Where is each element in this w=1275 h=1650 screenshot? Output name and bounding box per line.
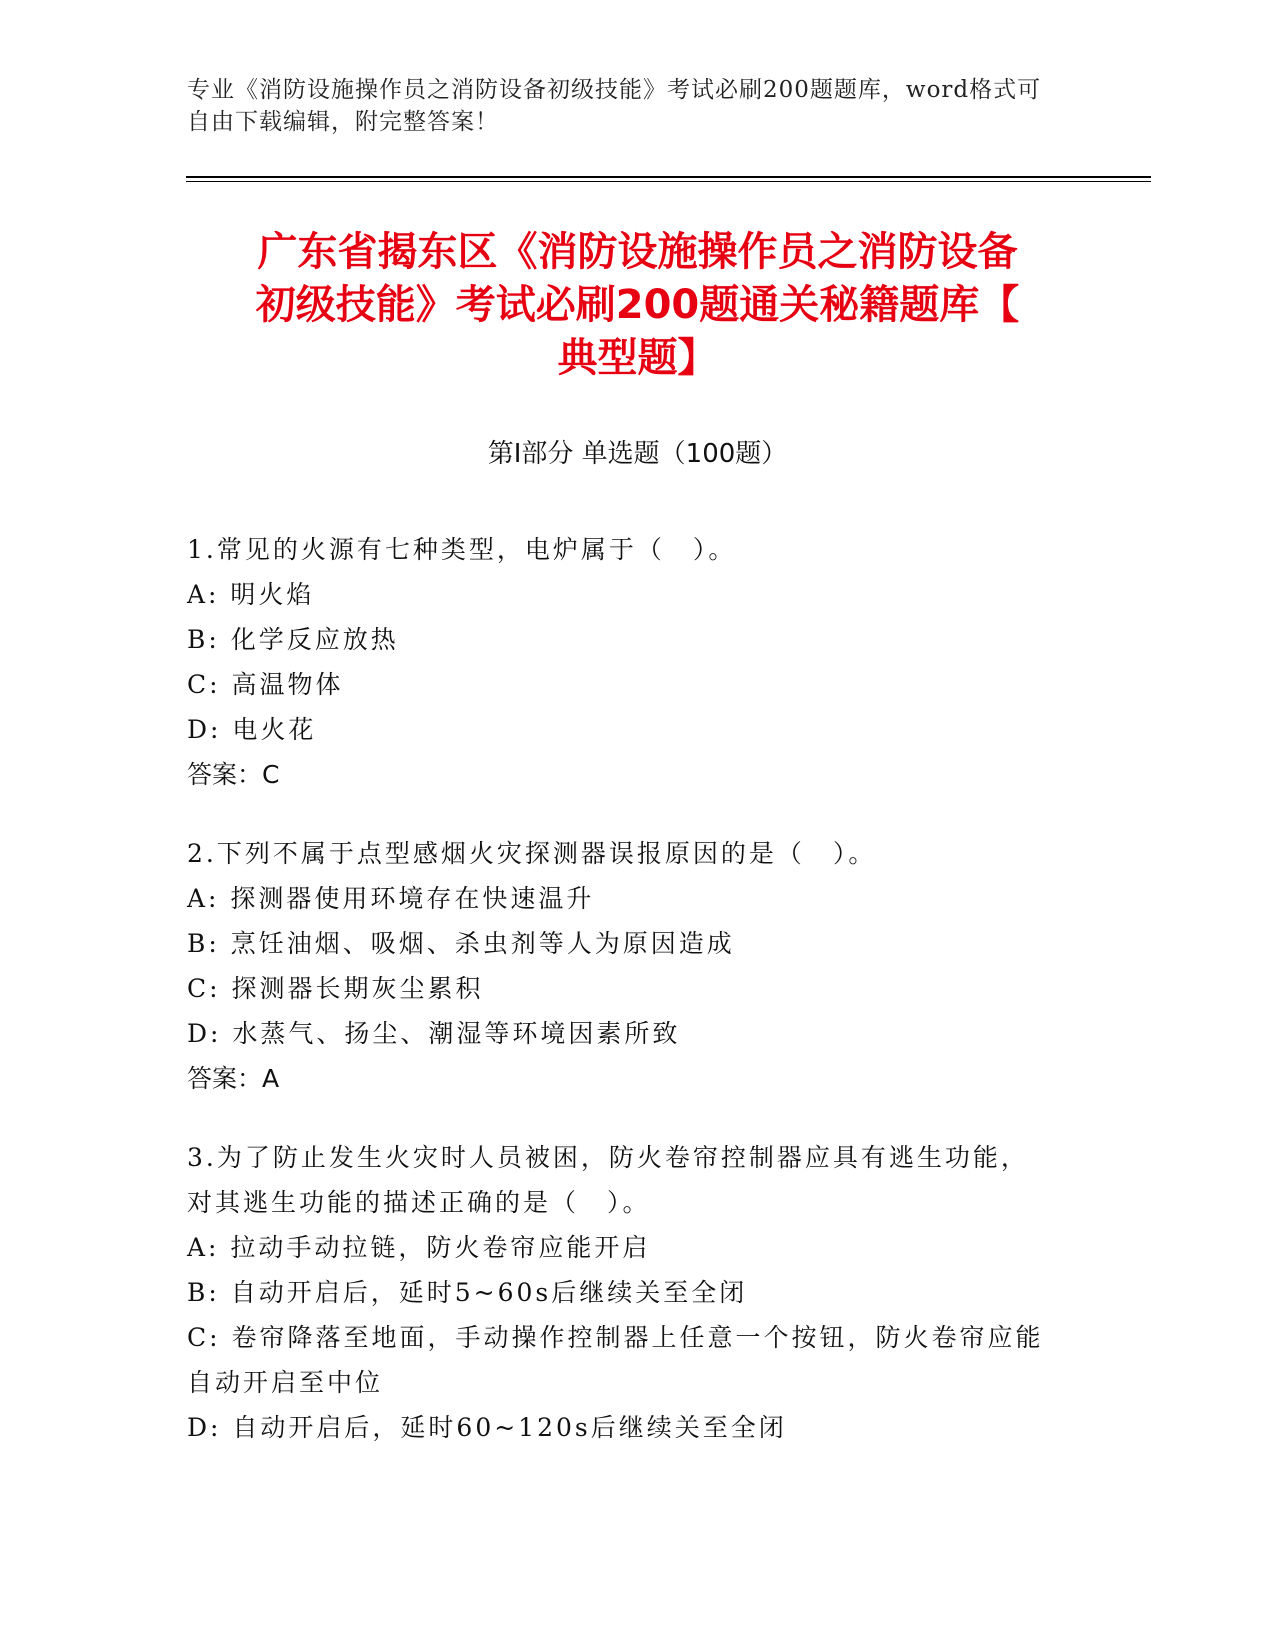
option-c xyxy=(187,1315,1087,1405)
question-stem xyxy=(187,1135,1087,1225)
section-heading: 第Ⅰ部分 单选题（100题） xyxy=(487,439,788,469)
option-c-text: C: 卷帘降落至地面，手动操作控制器上任意一个按钮，防火卷帘应能 xyxy=(187,1323,1044,1352)
question-stem-text: 3.为了防止发生火灾时人员被困，防火卷帘控制器应具有逃生功能， xyxy=(187,1143,1029,1172)
option-b: B: 化学反应放热 xyxy=(187,625,399,654)
question-stem-text-continued: 对其逃生功能的描述正确的是（ ）。 xyxy=(187,1188,651,1217)
option-d: D: 电火花 xyxy=(187,715,317,744)
option-a: A: 拉动手动拉链，防火卷帘应能开启 xyxy=(187,1233,651,1262)
question-item xyxy=(187,831,1087,1101)
title-line: 广东省揭东区《消防设施操作员之消防设备 xyxy=(257,229,1018,275)
option-c: C: 探测器长期灰尘累积 xyxy=(187,974,484,1003)
question-list xyxy=(187,527,1087,1484)
option-c: C: 高温物体 xyxy=(187,670,344,699)
option-b: B: 自动开启后，延时5~60s后继续关至全闭 xyxy=(187,1278,748,1307)
question-item xyxy=(187,1135,1087,1450)
header-note-line: 专业《消防设施操作员之消防设备初级技能》考试必刷200题题库，word格式可 xyxy=(187,77,1042,103)
header-divider xyxy=(186,176,1151,178)
header-divider-thin xyxy=(186,181,1151,182)
title-line: 典型题】 xyxy=(557,335,718,381)
answer-text: 答案：A xyxy=(187,1064,280,1093)
header-note xyxy=(187,74,1087,138)
option-d: D: 水蒸气、扬尘、潮湿等环境因素所致 xyxy=(187,1019,681,1048)
question-stem xyxy=(187,527,1087,572)
option-b: B: 烹饪油烟、吸烟、杀虫剂等人为原因造成 xyxy=(187,929,735,958)
option-a: A: 探测器使用环境存在快速温升 xyxy=(187,884,595,913)
question-item xyxy=(187,527,1087,797)
option-d: D: 自动开启后，延时60~120s后继续关至全闭 xyxy=(187,1413,787,1442)
question-stem-text: 1.常见的火源有七种类型，电炉属于（ ）。 xyxy=(187,535,737,564)
option-a: A: 明火焰 xyxy=(187,580,315,609)
answer-text: 答案：C xyxy=(187,760,280,789)
question-stem xyxy=(187,831,1087,876)
title-line: 初级技能》考试必刷200题通关秘籍题库【 xyxy=(255,282,1020,328)
document-title xyxy=(130,226,1145,385)
question-stem-text: 2.下列不属于点型感烟火灾探测器误报原因的是（ ）。 xyxy=(187,839,877,868)
header-note-line: 自由下载编辑，附完整答案！ xyxy=(187,109,499,135)
option-c-text-continued: 自动开启至中位 xyxy=(187,1368,384,1397)
